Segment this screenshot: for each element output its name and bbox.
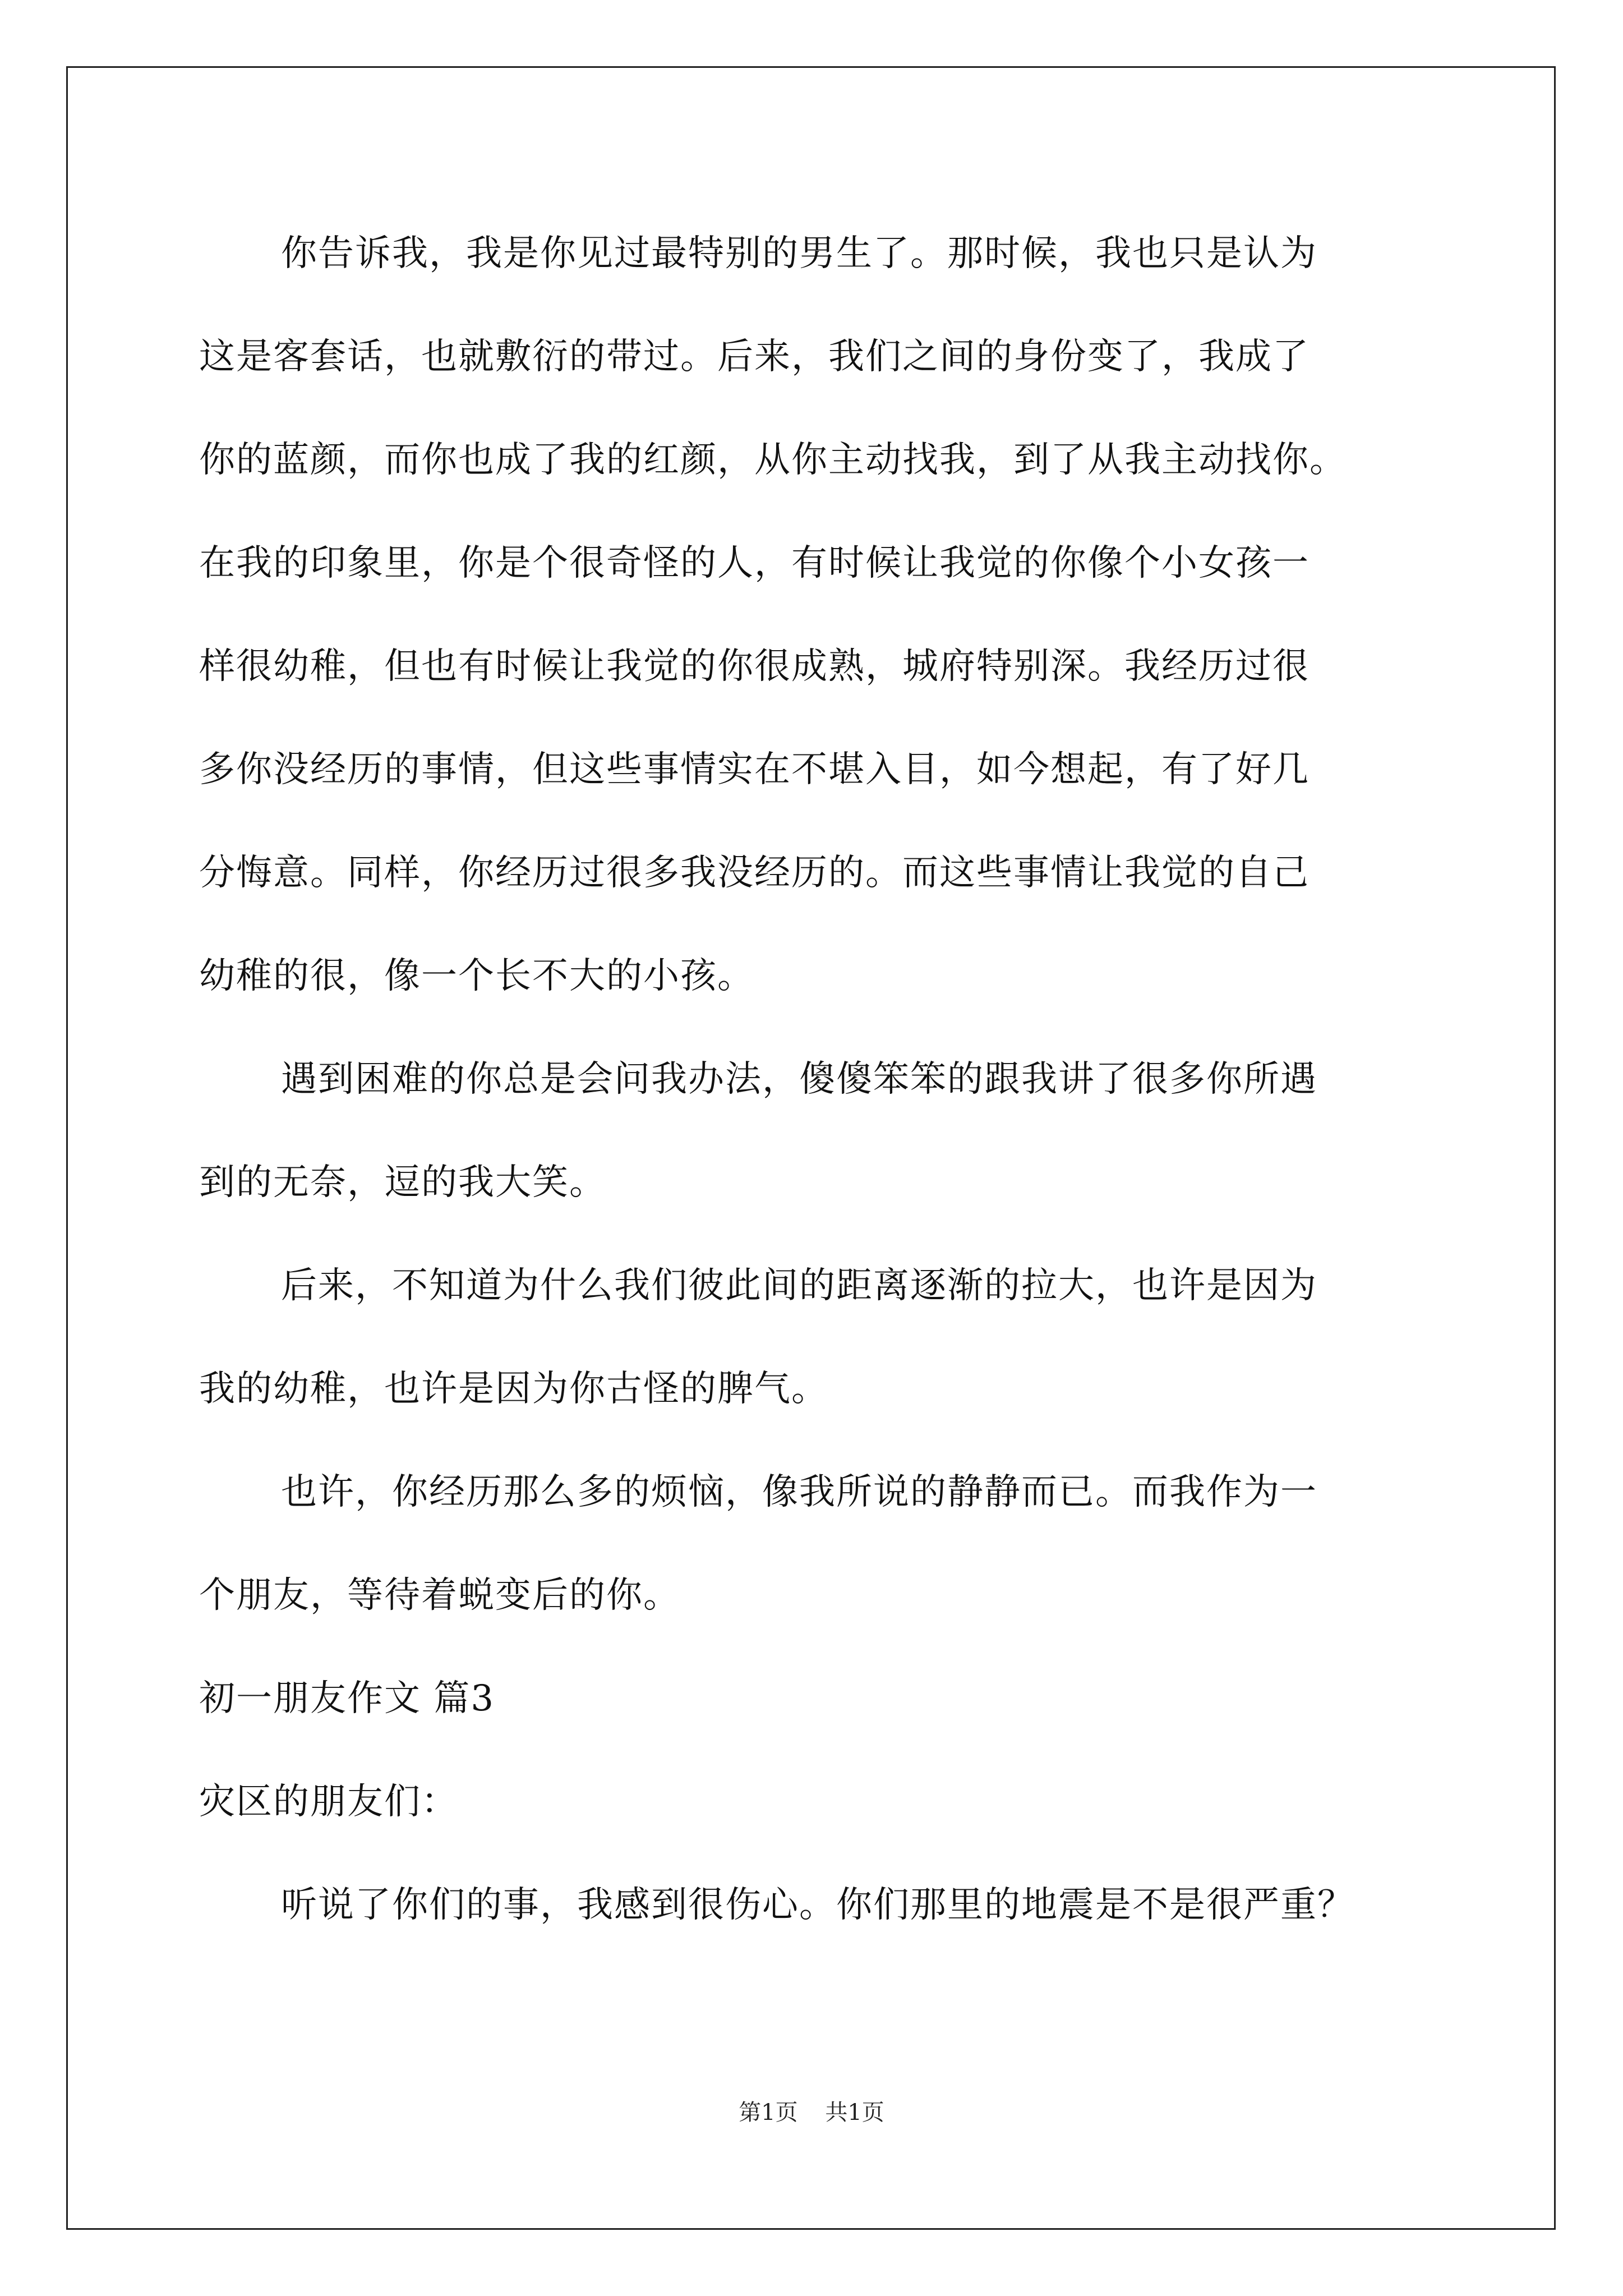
document-body	[199, 202, 1458, 1957]
text-line: 在我的印象里，你是个很奇怪的人，有时候让我觉的你像个小女孩一	[199, 542, 1310, 584]
text-line: 到的无奈，逗的我大笑。	[199, 1162, 606, 1203]
text-line: 我的幼稚，也许是因为你古怪的脾气。	[199, 1368, 828, 1410]
text-line: 多你没经历的事情，但这些事情实在不堪入目，如今想起，有了好几	[199, 749, 1310, 790]
text-line: 你告诉我，我是你见过最特别的男生了。那时候，我也只是认为	[281, 233, 1317, 274]
text-line: 后来，不知道为什么我们彼此间的距离逐渐的拉大，也许是因为	[281, 1265, 1317, 1306]
text-line: 听说了你们的事，我感到很伤心。你们那里的地震是不是很严重？	[281, 1884, 1354, 1926]
page-number: 第1页	[739, 2100, 798, 2125]
section-heading: 初一朋友作文 篇3	[199, 1678, 495, 1719]
text-line: 幼稚的很，像一个长不大的小孩。	[199, 955, 754, 997]
text-line: 也许，你经历那么多的烦恼，像我所说的静静而已。而我作为一	[281, 1471, 1317, 1513]
page-total: 共1页	[825, 2100, 884, 2125]
letter-salutation: 灾区的朋友们：	[199, 1781, 458, 1823]
text-line: 这是客套话，也就敷衍的带过。后来，我们之间的身份变了，我成了	[199, 336, 1310, 378]
text-line: 分悔意。同样，你经历过很多我没经历的。而这些事情让我觉的自己	[199, 852, 1310, 894]
page-footer	[0, 2096, 1623, 2129]
text-line: 遇到困难的你总是会问我办法，傻傻笨笨的跟我讲了很多你所遇	[281, 1059, 1317, 1100]
text-line: 个朋友，等待着蜕变后的你。	[199, 1575, 680, 1616]
text-line: 你的蓝颜，而你也成了我的红颜，从你主动找我，到了从我主动找你。	[199, 439, 1347, 481]
text-line: 样很幼稚，但也有时候让我觉的你很成熟，城府特别深。我经历过很	[199, 646, 1310, 687]
